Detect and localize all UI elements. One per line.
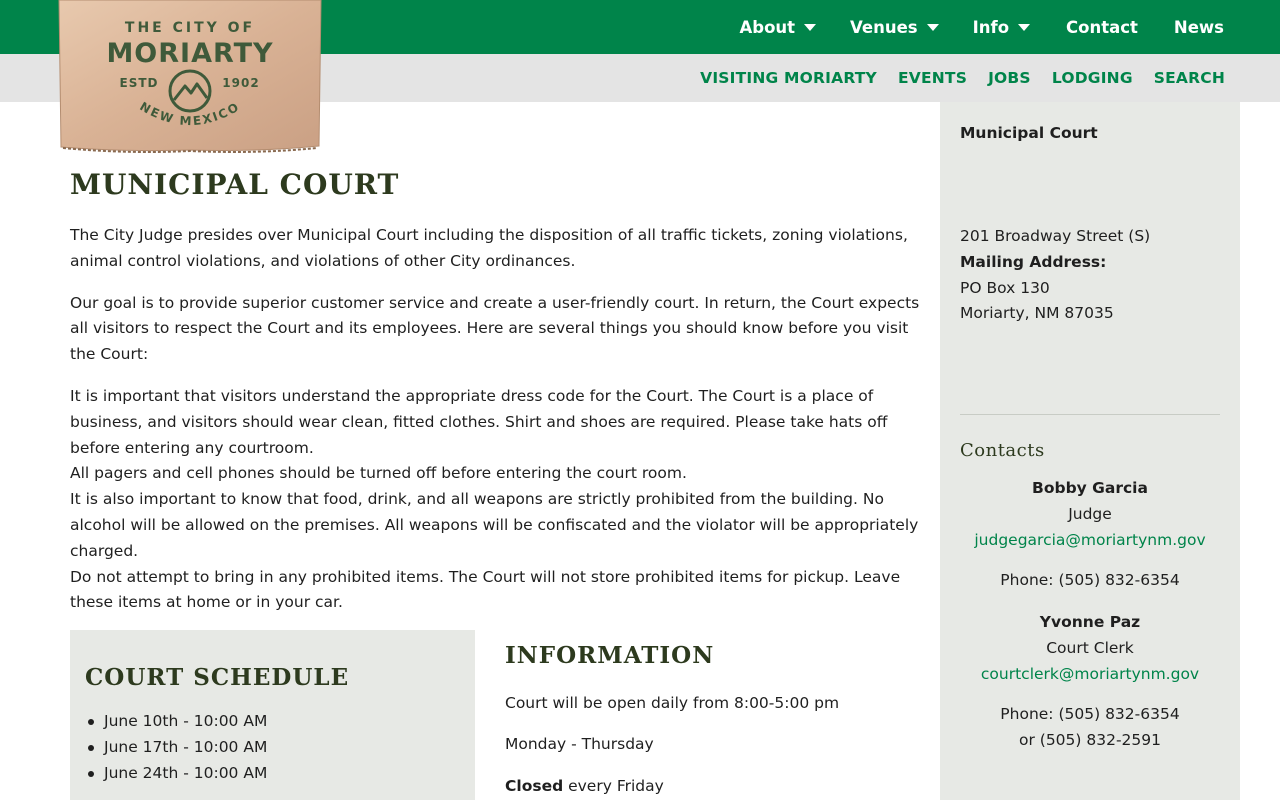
court-hours: Court will be open daily from 8:00-5:00 pm: [505, 694, 840, 712]
schedule-list: [85, 709, 475, 786]
main-content: [70, 168, 920, 616]
page-title: MUNICIPAL COURT: [70, 168, 400, 201]
logo-text-year: 1902: [222, 76, 260, 90]
sidebar-title: Municipal Court: [960, 124, 1098, 142]
leather-patch-logo: [57, 0, 323, 156]
nav-about-label: About: [739, 17, 796, 37]
contact-phone: Phone: (505) 832-6354: [1000, 571, 1180, 590]
nav-news[interactable]: [1174, 18, 1224, 37]
contact-card: [960, 476, 1220, 594]
chevron-down-icon: [927, 24, 939, 31]
contact-name: Bobby Garcia: [1032, 479, 1148, 497]
closed-label: Closed: [505, 776, 564, 795]
nav-contact-label: Contact: [1066, 17, 1138, 37]
contact-role: Judge: [1068, 504, 1112, 523]
schedule-item: June 17th - 10:00 AM: [85, 735, 475, 761]
subnav-lodging[interactable]: LODGING: [1051, 69, 1133, 87]
contact-name: Yvonne Paz: [1039, 613, 1141, 631]
nav-contact[interactable]: [1066, 18, 1138, 37]
nav-venues-label: Venues: [850, 17, 918, 37]
information-section: [505, 642, 905, 800]
rule-prohibited-items: Do not attempt to bring in any prohibited items. The Court will not store prohibited items for pickup. Leave these items at home or in your car.: [70, 567, 901, 612]
nav-venues[interactable]: [850, 18, 939, 37]
nav-about[interactable]: [739, 18, 816, 37]
nav-info[interactable]: [973, 18, 1030, 37]
sidebar-divider: [960, 414, 1220, 415]
mailing-label: Mailing Address:: [960, 252, 1107, 271]
rule-dress-code: It is important that visitors understand the appropriate dress code for the Court. The Court is a place of business, and visitors should wear clean, fitted clothes. Shirt and shoes are required. Please take hats off before entering any courtroom.: [70, 386, 888, 457]
schedule-item: June 24th - 10:00 AM: [85, 761, 475, 787]
subnav-jobs[interactable]: JOBS: [988, 69, 1031, 87]
logo-text-moriarty: MORIARTY: [106, 38, 274, 69]
intro-paragraph: The City Judge presides over Municipal Court including the disposition of all traffic tickets, zoning violations, animal control violations, and violations of other City ordinances.: [70, 226, 908, 270]
rule-phones: All pagers and cell phones should be turned off before entering the court room.: [70, 464, 687, 483]
visitor-rules: [70, 384, 920, 616]
nav-news-label: News: [1173, 17, 1224, 37]
address-block: [960, 224, 1150, 327]
logo-text-estd: ESTD: [119, 76, 159, 90]
information-title: INFORMATION: [505, 642, 715, 669]
subnav-search[interactable]: SEARCH: [1153, 69, 1225, 87]
goal-paragraph: Our goal is to provide superior customer service and create a user-friendly court. In return, the Court expects all visitors to respect the Court and its employees. Here are several things you should know before you visit the Court:: [70, 293, 920, 364]
rule-weapons: It is also important to know that food, drink, and all weapons are strictly prohibited from the building. No alcohol will be allowed on the premises. All weapons will be confiscated and the violator will be appropriately charged.: [70, 490, 919, 560]
schedule-item: June 10th - 10:00 AM: [85, 709, 475, 735]
closed-text: every Friday: [563, 776, 664, 795]
nav-info-label: Info: [972, 17, 1010, 37]
court-closed: [505, 774, 905, 800]
city-state-zip: Moriarty, NM 87035: [960, 304, 1114, 323]
secondary-nav: [679, 54, 1225, 102]
contact-role: Court Clerk: [1046, 638, 1134, 657]
contact-phone: Phone: (505) 832-6354: [1000, 705, 1180, 724]
chevron-down-icon: [804, 24, 816, 31]
contact-email-link[interactable]: courtclerk@moriartynm.gov: [980, 664, 1200, 683]
court-schedule-panel: [70, 630, 475, 800]
contact-card: [960, 610, 1220, 754]
city-logo[interactable]: [57, 0, 323, 156]
po-box: PO Box 130: [960, 278, 1050, 297]
court-days: Monday - Thursday: [505, 735, 654, 754]
logo-text-city-of: THE CITY OF: [124, 20, 256, 36]
primary-nav: [705, 0, 1224, 54]
street-address: 201 Broadway Street (S): [960, 227, 1151, 245]
contact-phone-alt: or (505) 832-2591: [1018, 731, 1161, 750]
subnav-visiting-moriarty[interactable]: VISITING MORIARTY: [700, 69, 877, 87]
sidebar: [940, 102, 1240, 800]
logo-text-new-mexico: NEW MEXICO: [137, 99, 243, 129]
chevron-down-icon: [1018, 24, 1030, 31]
subnav-events[interactable]: EVENTS: [897, 69, 968, 87]
contact-email-link[interactable]: judgegarcia@moriartynm.gov: [974, 530, 1206, 549]
contacts-title: Contacts: [960, 440, 1045, 461]
schedule-title: COURT SCHEDULE: [85, 664, 350, 691]
